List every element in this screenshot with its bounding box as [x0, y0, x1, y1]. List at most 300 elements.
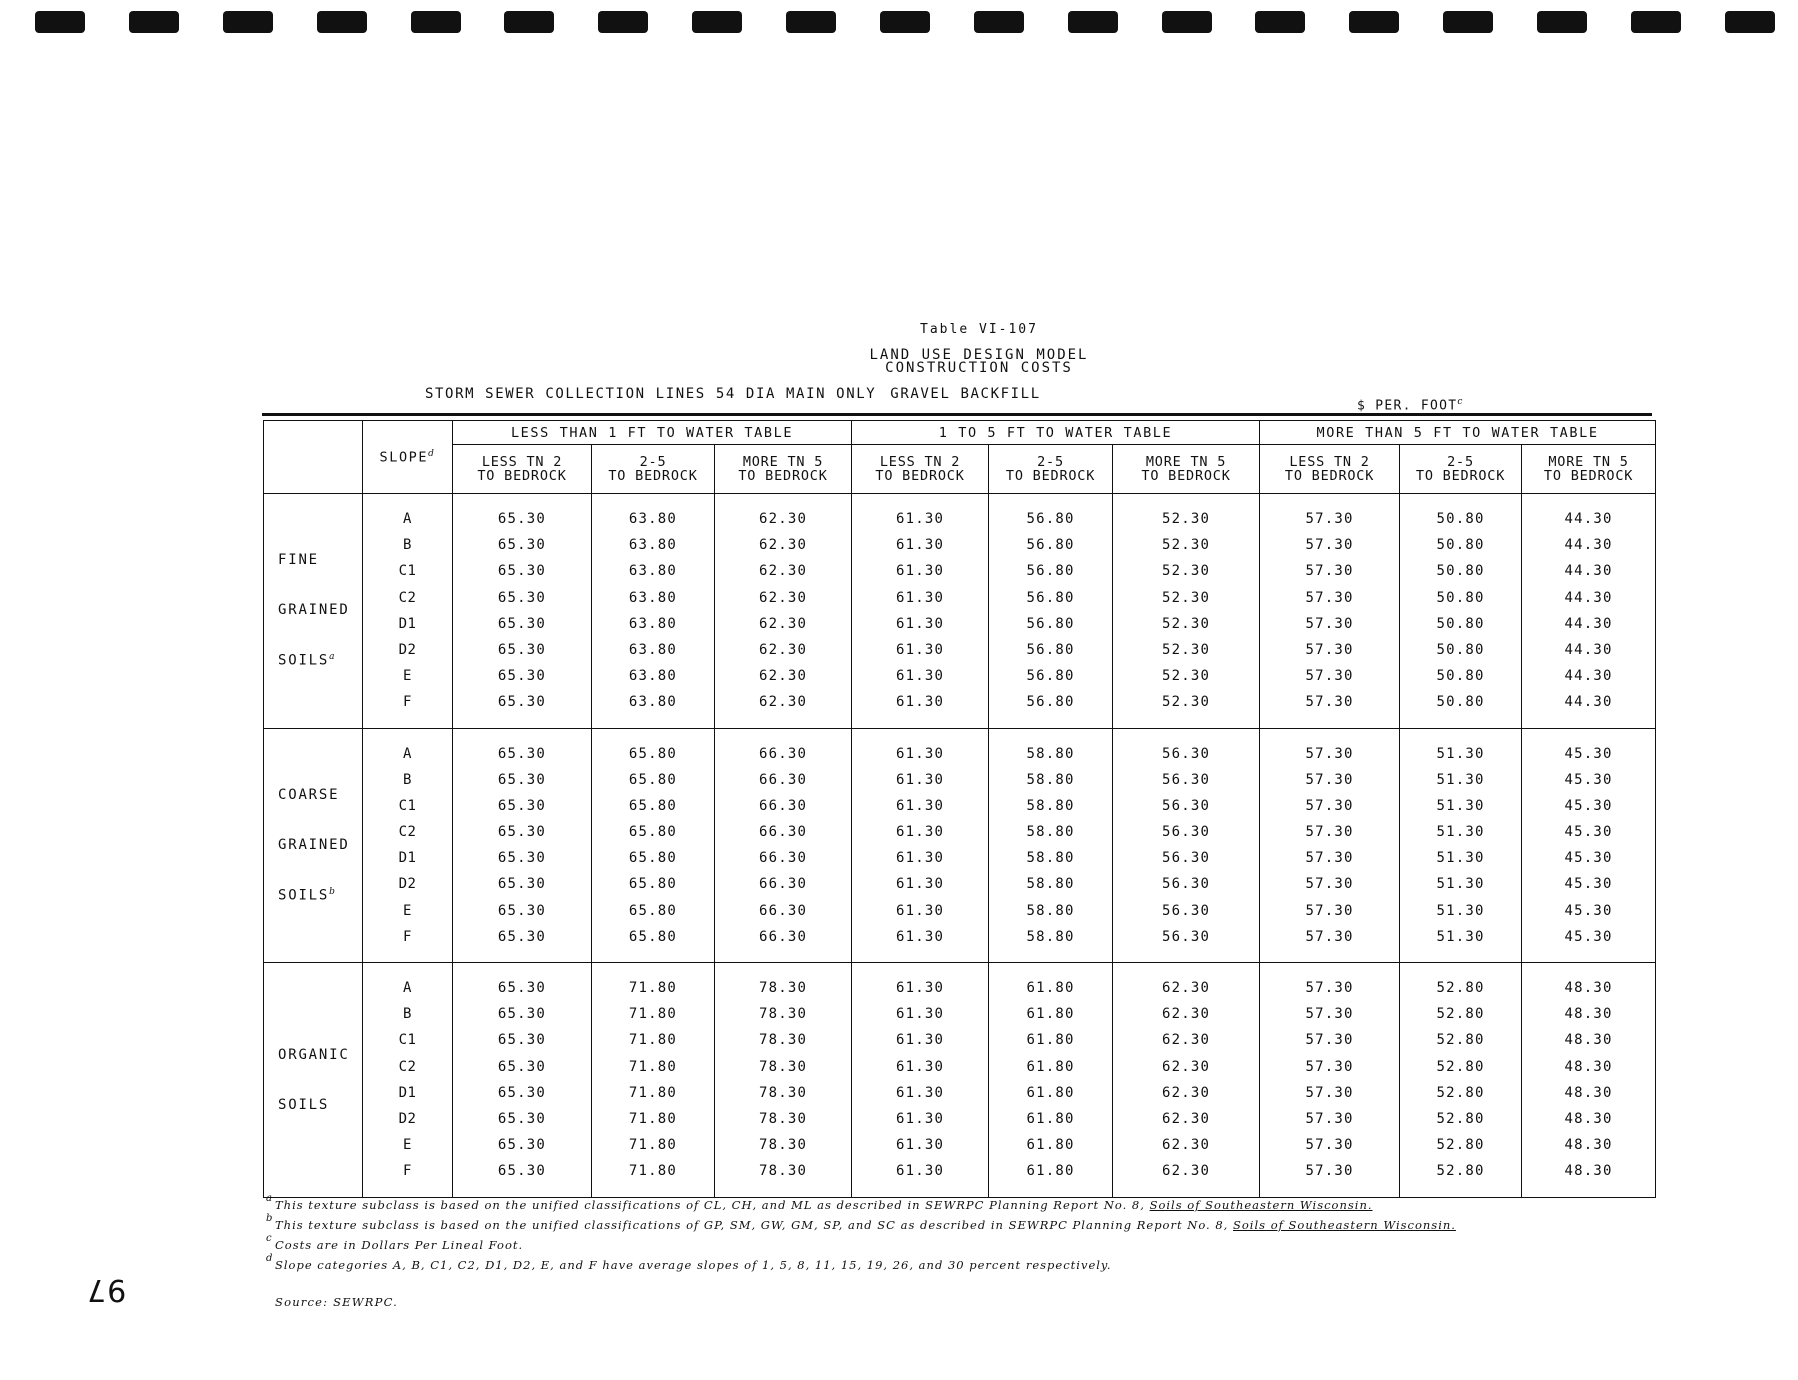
- bedrock-subheader-line2: TO BEDROCK: [1543, 468, 1634, 484]
- cost-value: 50.80: [1436, 615, 1485, 632]
- binder-hole: [35, 11, 85, 33]
- cost-value: 44.30: [1564, 694, 1613, 711]
- slope-category: E: [403, 668, 412, 685]
- cost-value: 45.30: [1564, 850, 1613, 867]
- slope-category: C1: [398, 563, 417, 580]
- cost-value: 50.80: [1436, 589, 1485, 606]
- cost-value: 61.30: [895, 850, 945, 867]
- cost-column-cell: [852, 963, 989, 1198]
- cost-value: 57.30: [1305, 1006, 1354, 1023]
- cost-value: 52.30: [1161, 615, 1211, 632]
- binder-hole: [1725, 11, 1775, 33]
- cost-value: 44.30: [1564, 537, 1613, 554]
- slope-category: D2: [398, 641, 417, 658]
- cost-value: 52.80: [1436, 1137, 1485, 1154]
- cost-value: 65.30: [497, 615, 547, 632]
- soil-group-label-line: [278, 1097, 362, 1113]
- cost-value: 45.30: [1564, 928, 1613, 945]
- bedrock-subheader-line1: MORE TN 5: [1145, 454, 1227, 470]
- soil-group-row: [264, 728, 1656, 963]
- cost-column-cell: [1260, 728, 1400, 963]
- cost-value: 50.80: [1436, 563, 1485, 580]
- slope-category: D2: [398, 1110, 417, 1127]
- bedrock-subheader: [1522, 445, 1656, 494]
- cost-value: 61.80: [1026, 1084, 1075, 1101]
- cost-value: 62.30: [758, 694, 808, 711]
- slope-category: A: [403, 980, 412, 996]
- cost-value: 57.30: [1305, 589, 1354, 606]
- footnote: [266, 1193, 1373, 1212]
- cost-value: 78.30: [758, 1110, 808, 1127]
- cost-value: 57.30: [1305, 1058, 1354, 1075]
- footnote-text: Slope categories A, B, C1, C2, D1, D2, E, and F have average slopes of 1, 5, 8, 11, 15, 19, 26, and 30 percent respectively.: [275, 1258, 1112, 1272]
- cost-column-cell: [1400, 494, 1522, 729]
- cost-value: 52.30: [1161, 641, 1211, 658]
- cost-value: 71.80: [628, 1163, 678, 1180]
- cost-value: 56.30: [1161, 824, 1211, 841]
- bedrock-subheader-line2: TO BEDROCK: [738, 468, 828, 484]
- cost-value: 61.30: [895, 797, 945, 814]
- cost-value: 65.80: [628, 771, 678, 788]
- slope-category: E: [403, 902, 412, 919]
- soil-header-cell: [264, 421, 363, 494]
- cost-value: 61.30: [895, 641, 945, 658]
- cost-value: 65.80: [628, 745, 678, 762]
- cost-value: 65.30: [497, 511, 547, 527]
- cost-value: 61.80: [1026, 1137, 1075, 1154]
- cost-value: 61.80: [1026, 1032, 1075, 1049]
- soil-group-label-line: [278, 1047, 362, 1063]
- slope-category: C1: [398, 1032, 417, 1049]
- cost-value: 61.30: [895, 615, 945, 632]
- cost-value: 62.30: [758, 563, 808, 580]
- cost-value: 44.30: [1564, 589, 1613, 606]
- units-note-mark: c: [1457, 397, 1464, 407]
- cost-column-cell: [715, 963, 852, 1198]
- cost-value: 61.30: [895, 1163, 945, 1180]
- cost-column-cell: [715, 728, 852, 963]
- cost-value: 57.30: [1305, 850, 1354, 867]
- cost-value: 66.30: [758, 797, 808, 814]
- cost-value: 65.80: [628, 876, 678, 893]
- cost-value: 65.30: [497, 1006, 547, 1023]
- cost-value: 61.30: [895, 1058, 945, 1075]
- cost-value: 57.30: [1305, 668, 1354, 685]
- cost-value: 61.30: [895, 902, 945, 919]
- cost-value: 51.30: [1436, 876, 1485, 893]
- footnote-reference-title: Soils of Southeastern Wisconsin.: [1232, 1218, 1456, 1232]
- cost-value: 57.30: [1305, 902, 1354, 919]
- cost-value: 65.30: [497, 1032, 547, 1049]
- binder-holes: [35, 11, 1775, 33]
- cost-column-cell: [453, 963, 592, 1198]
- cost-value: 58.80: [1026, 876, 1075, 893]
- cost-value: 65.30: [497, 1084, 547, 1101]
- cost-value: 71.80: [628, 980, 678, 996]
- cost-value: 65.30: [497, 563, 547, 580]
- cost-value: 56.80: [1026, 537, 1075, 554]
- slope-cell: [363, 728, 453, 963]
- cost-column-cell: [1113, 494, 1260, 729]
- cost-value: 51.30: [1436, 797, 1485, 814]
- cost-value: 56.30: [1161, 876, 1211, 893]
- header-row-groups: [264, 421, 1656, 445]
- cost-value: 62.30: [1161, 1058, 1211, 1075]
- footnote: [266, 1213, 1456, 1232]
- cost-value: 62.30: [758, 537, 808, 554]
- slope-category: A: [403, 511, 412, 527]
- bedrock-subheader-line1: MORE TN 5: [742, 454, 824, 470]
- cost-value: 63.80: [628, 589, 678, 606]
- cost-value: 52.30: [1161, 668, 1211, 685]
- bedrock-subheader: [592, 445, 715, 494]
- slope-category: D2: [398, 876, 417, 893]
- footnote-text: This texture subclass is based on the unified classifications of CL, CH, and ML as described in SEWRPC Planning Report No. 8,: [275, 1198, 1150, 1212]
- header-row-bedrock: [264, 445, 1656, 494]
- cost-value: 65.30: [497, 694, 547, 711]
- cost-value: 48.30: [1564, 1032, 1613, 1049]
- cost-column-cell: [1522, 494, 1656, 729]
- cost-value: 62.30: [758, 668, 808, 685]
- cost-column-cell: [592, 494, 715, 729]
- cost-value: 65.80: [628, 850, 678, 867]
- table-title-line2: CONSTRUCTION COSTS: [885, 360, 1073, 376]
- cost-value: 56.80: [1026, 641, 1075, 658]
- cost-value: 65.80: [628, 797, 678, 814]
- soil-group-label-text: COARSE: [278, 786, 340, 803]
- binder-hole: [786, 11, 836, 33]
- cost-value: 45.30: [1564, 797, 1613, 814]
- cost-value: 52.80: [1436, 1058, 1485, 1075]
- cost-value: 57.30: [1305, 745, 1354, 762]
- cost-value: 61.30: [895, 1110, 945, 1127]
- cost-value: 57.30: [1305, 1032, 1354, 1049]
- cost-value: 62.30: [1161, 1084, 1211, 1101]
- cost-value: 62.30: [1161, 1163, 1211, 1180]
- cost-value: 66.30: [758, 745, 808, 762]
- cost-column-cell: [1113, 728, 1260, 963]
- soil-group-label-line: [278, 552, 362, 568]
- footnote-text: This texture subclass is based on the unified classifications of GP, SM, GW, GM, SP, and SC as described in SEWRPC Planning Report No. 8,: [275, 1218, 1233, 1232]
- cost-value: 78.30: [758, 1163, 808, 1180]
- soil-group-label-line: [278, 837, 362, 853]
- bedrock-subheader-line1: LESS TN 2: [1289, 454, 1370, 470]
- cost-value: 65.30: [497, 745, 547, 762]
- cost-value: 63.80: [628, 641, 678, 658]
- soil-group-label-text: SOILS: [278, 887, 330, 904]
- cost-value: 65.30: [497, 641, 547, 658]
- cost-value: 50.80: [1436, 668, 1485, 685]
- slope-category: B: [403, 771, 412, 788]
- cost-value: 63.80: [628, 563, 678, 580]
- soil-group-row: [264, 494, 1656, 729]
- cost-value: 52.80: [1436, 1032, 1485, 1049]
- cost-value: 44.30: [1564, 668, 1613, 685]
- cost-value: 45.30: [1564, 771, 1613, 788]
- cost-value: 65.30: [497, 771, 547, 788]
- slope-category: C1: [398, 797, 417, 814]
- cost-value: 61.30: [895, 589, 945, 606]
- bedrock-subheader-line2: TO BEDROCK: [1005, 468, 1096, 484]
- cost-value: 71.80: [628, 1006, 678, 1023]
- cost-value: 51.30: [1436, 928, 1485, 945]
- slope-category: D1: [398, 615, 417, 632]
- cost-value: 56.80: [1026, 511, 1075, 527]
- cost-value: 65.30: [497, 1058, 547, 1075]
- cost-value: 65.30: [497, 1163, 547, 1180]
- cost-value: 51.30: [1436, 824, 1485, 841]
- slope-category: C2: [398, 589, 417, 606]
- cost-value: 58.80: [1026, 902, 1075, 919]
- slope-category: F: [403, 694, 412, 711]
- cost-column-cell: [989, 494, 1113, 729]
- cost-value: 56.80: [1026, 694, 1075, 711]
- cost-value: 56.30: [1161, 745, 1211, 762]
- bedrock-subheader-line2: TO BEDROCK: [1141, 468, 1231, 484]
- cost-value: 62.30: [758, 615, 808, 632]
- cost-value: 61.30: [895, 1032, 945, 1049]
- cost-value: 56.80: [1026, 668, 1075, 685]
- cost-value: 62.30: [1161, 1110, 1211, 1127]
- cost-value: 63.80: [628, 615, 678, 632]
- slope-category: F: [403, 1163, 412, 1180]
- cost-value: 48.30: [1564, 1137, 1613, 1154]
- cost-value: 66.30: [758, 928, 808, 945]
- binder-hole: [1537, 11, 1587, 33]
- cost-value: 65.30: [497, 980, 547, 996]
- cost-value: 62.30: [758, 589, 808, 606]
- bedrock-subheader: [1400, 445, 1522, 494]
- cost-column-cell: [1400, 728, 1522, 963]
- footnote-text: Costs are in Dollars Per Lineal Foot.: [275, 1238, 524, 1252]
- cost-value: 63.80: [628, 537, 678, 554]
- cost-column-cell: [1400, 963, 1522, 1198]
- cost-value: 57.30: [1305, 694, 1354, 711]
- cost-value: 65.30: [497, 902, 547, 919]
- cost-value: 61.80: [1026, 1163, 1075, 1180]
- cost-value: 61.30: [895, 1084, 945, 1101]
- cost-value: 50.80: [1436, 694, 1485, 711]
- cost-value: 61.30: [895, 694, 945, 711]
- cost-value: 57.30: [1305, 824, 1354, 841]
- cost-value: 62.30: [1161, 1032, 1211, 1049]
- cost-value: 52.80: [1436, 1084, 1485, 1101]
- cost-table: [263, 420, 1656, 1198]
- binder-hole: [129, 11, 179, 33]
- cost-value: 78.30: [758, 1032, 808, 1049]
- units-label: [1357, 397, 1464, 413]
- cost-value: 57.30: [1305, 1137, 1354, 1154]
- binder-hole: [1162, 11, 1212, 33]
- cost-value: 61.30: [895, 824, 945, 841]
- cost-value: 44.30: [1564, 641, 1613, 658]
- cost-value: 71.80: [628, 1110, 678, 1127]
- cost-value: 52.30: [1161, 563, 1211, 580]
- binder-hole: [1349, 11, 1399, 33]
- cost-value: 65.30: [497, 537, 547, 554]
- bedrock-subheader-line1: LESS TN 2: [879, 454, 961, 470]
- source-line: Source: SEWRPC.: [275, 1295, 399, 1309]
- bedrock-subheader-line1: 2-5: [639, 454, 667, 470]
- cost-value: 56.80: [1026, 563, 1075, 580]
- cost-value: 57.30: [1305, 928, 1354, 945]
- cost-value: 61.80: [1026, 1006, 1075, 1023]
- footnote-mark: d: [266, 1253, 274, 1264]
- cost-value: 56.80: [1026, 615, 1075, 632]
- binder-hole: [411, 11, 461, 33]
- cost-value: 63.80: [628, 694, 678, 711]
- cost-value: 57.30: [1305, 537, 1354, 554]
- soil-group-note-mark: b: [329, 886, 337, 897]
- bedrock-subheader-line2: TO BEDROCK: [875, 468, 965, 484]
- cost-column-cell: [1522, 963, 1656, 1198]
- cost-value: 57.30: [1305, 1084, 1354, 1101]
- cost-value: 52.80: [1436, 1163, 1485, 1180]
- cost-value: 48.30: [1564, 1163, 1613, 1180]
- footnote: [266, 1233, 524, 1252]
- soil-group-label-line: [278, 887, 362, 904]
- soil-group-label-line: [278, 652, 362, 669]
- bedrock-subheader: [715, 445, 852, 494]
- cost-value: 50.80: [1436, 537, 1485, 554]
- cost-value: 62.30: [1161, 980, 1211, 996]
- cost-column-cell: [453, 494, 592, 729]
- cost-value: 50.80: [1436, 641, 1485, 658]
- cost-value: 65.30: [497, 1137, 547, 1154]
- cost-column-cell: [592, 728, 715, 963]
- footnote-reference-title: Soils of Southeastern Wisconsin.: [1149, 1198, 1373, 1212]
- cost-value: 63.80: [628, 668, 678, 685]
- cost-value: 61.30: [895, 771, 945, 788]
- cost-value: 44.30: [1564, 511, 1613, 527]
- water-table-group-header: MORE THAN 5 FT TO WATER TABLE: [1260, 421, 1656, 445]
- cost-value: 58.80: [1026, 745, 1075, 762]
- slope-cell: [363, 963, 453, 1198]
- bedrock-subheader: [453, 445, 592, 494]
- bedrock-subheader-line1: LESS TN 2: [481, 454, 563, 470]
- soil-group-note-mark: a: [329, 652, 337, 663]
- cost-value: 57.30: [1305, 1110, 1354, 1127]
- cost-value: 58.80: [1026, 797, 1075, 814]
- soil-group-row: [264, 963, 1656, 1198]
- table-top-rule: [262, 413, 1652, 416]
- cost-value: 66.30: [758, 876, 808, 893]
- slope-category: B: [403, 537, 412, 554]
- cost-value: 62.30: [1161, 1006, 1211, 1023]
- cost-value: 61.30: [895, 928, 945, 945]
- binder-hole: [692, 11, 742, 33]
- soil-group-label-line: [278, 602, 362, 618]
- cost-value: 52.80: [1436, 980, 1485, 996]
- cost-value: 62.30: [758, 511, 808, 527]
- table-number: Table VI-107: [920, 322, 1038, 337]
- cost-value: 57.30: [1305, 641, 1354, 658]
- slope-header-text: SLOPE: [379, 449, 429, 466]
- cost-value: 61.30: [895, 876, 945, 893]
- cost-column-cell: [852, 494, 989, 729]
- bedrock-subheader: [1260, 445, 1400, 494]
- binder-hole: [880, 11, 930, 33]
- cost-column-cell: [1113, 963, 1260, 1198]
- cost-value: 56.30: [1161, 928, 1211, 945]
- cost-value: 58.80: [1026, 850, 1075, 867]
- soil-group-label-text: ORGANIC: [278, 1046, 350, 1063]
- cost-value: 71.80: [628, 1084, 678, 1101]
- cost-value: 61.30: [895, 537, 945, 554]
- cost-value: 65.30: [497, 928, 547, 945]
- cost-value: 61.30: [895, 1006, 945, 1023]
- cost-value: 52.80: [1436, 1006, 1485, 1023]
- cost-value: 78.30: [758, 1006, 808, 1023]
- soil-group-label-text: GRAINED: [278, 602, 350, 619]
- cost-value: 71.80: [628, 1058, 678, 1075]
- cost-value: 65.30: [497, 668, 547, 685]
- cost-value: 65.30: [497, 824, 547, 841]
- table-subtitle: [425, 386, 1041, 402]
- cost-value: 61.80: [1026, 980, 1075, 996]
- soil-group-label-text: SOILS: [278, 1096, 330, 1113]
- soil-group-label-text: SOILS: [278, 653, 330, 670]
- binder-hole: [223, 11, 273, 33]
- bedrock-subheader: [852, 445, 989, 494]
- binder-hole: [1255, 11, 1305, 33]
- soil-group-label-text: GRAINED: [278, 836, 350, 853]
- cost-value: 61.80: [1026, 1110, 1075, 1127]
- bedrock-subheader-line2: TO BEDROCK: [1284, 468, 1375, 484]
- cost-value: 65.80: [628, 928, 678, 945]
- soil-group-label-line: [278, 787, 362, 803]
- cost-value: 57.30: [1305, 511, 1354, 527]
- cost-value: 51.30: [1436, 902, 1485, 919]
- cost-value: 52.30: [1161, 694, 1211, 711]
- cost-value: 58.80: [1026, 771, 1075, 788]
- cost-value: 65.30: [497, 850, 547, 867]
- cost-value: 63.80: [628, 511, 678, 527]
- cost-value: 78.30: [758, 1137, 808, 1154]
- binder-hole: [974, 11, 1024, 33]
- slope-cell: [363, 494, 453, 729]
- cost-value: 61.30: [895, 511, 945, 527]
- cost-value: 66.30: [758, 824, 808, 841]
- cost-value: 57.30: [1305, 563, 1354, 580]
- cost-value: 61.30: [895, 668, 945, 685]
- cost-column-cell: [852, 728, 989, 963]
- cost-value: 51.30: [1436, 850, 1485, 867]
- cost-value: 48.30: [1564, 1058, 1613, 1075]
- cost-value: 61.30: [895, 980, 945, 996]
- table-body: [264, 494, 1656, 1198]
- cost-value: 48.30: [1564, 980, 1613, 996]
- cost-value: 61.30: [895, 745, 945, 762]
- cost-column-cell: [1260, 963, 1400, 1198]
- cost-value: 65.30: [497, 797, 547, 814]
- cost-value: 78.30: [758, 1084, 808, 1101]
- footnote-mark: c: [266, 1233, 273, 1244]
- bedrock-subheader-line1: 2-5: [1447, 454, 1474, 470]
- cost-value: 62.30: [1161, 1137, 1211, 1154]
- cost-column-cell: [989, 963, 1113, 1198]
- subtitle-backfill: GRAVEL BACKFILL: [890, 386, 1041, 402]
- footnote-mark: b: [266, 1213, 274, 1224]
- cost-value: 56.80: [1026, 589, 1075, 606]
- cost-value: 44.30: [1564, 615, 1613, 632]
- slope-note-mark: d: [428, 448, 436, 459]
- binder-hole: [1443, 11, 1493, 33]
- cost-value: 45.30: [1564, 745, 1613, 762]
- footnote-mark: a: [266, 1193, 273, 1204]
- cost-value: 51.30: [1436, 771, 1485, 788]
- cost-value: 56.30: [1161, 771, 1211, 788]
